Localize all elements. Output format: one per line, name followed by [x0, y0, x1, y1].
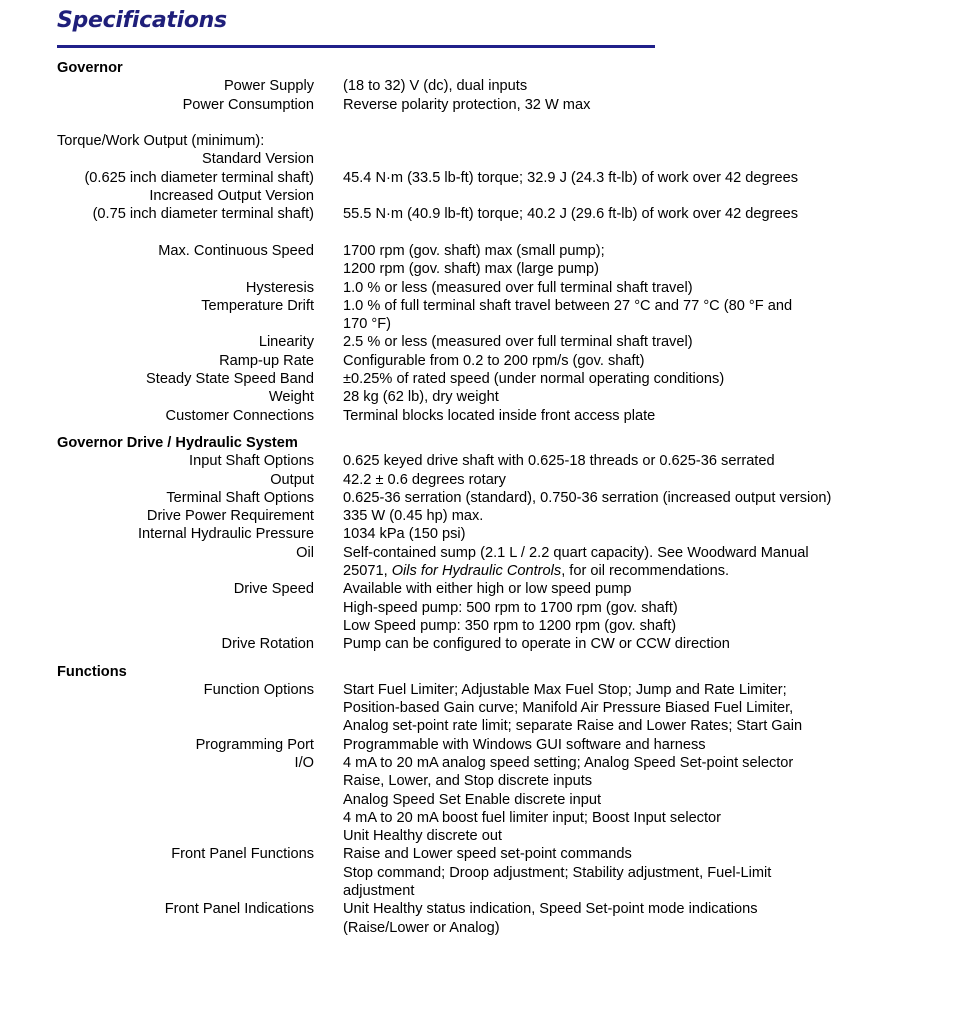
spec-label: Ramp-up Rate [219, 352, 314, 369]
spec-value-line [343, 562, 903, 580]
spec-row-ramp-up [57, 352, 937, 370]
spec-value-line: 170 °F) [343, 316, 392, 333]
spec-row-hysteresis [57, 279, 937, 297]
spec-value [343, 580, 883, 635]
spec-row-front-panel-indications [57, 900, 937, 937]
spec-label: Input Shaft Options [189, 453, 314, 470]
spec-value: 0.625-36 serration (standard), 0.750-36 serration (increased output version) [343, 489, 832, 506]
spec-value-line: 1200 rpm (gov. shaft) max (large pump) [343, 261, 600, 278]
title-underline [57, 45, 655, 48]
spec-label: Power Supply [223, 78, 314, 95]
spec-value: Pump can be configured to operate in CW or CCW direction [343, 636, 730, 653]
spec-label: Terminal Shaft Options [166, 489, 314, 506]
spec-label: Linearity [258, 334, 314, 351]
spec-value-line: 1.0 % of full terminal shaft travel between 27 °C and 77 °C (80 °F and [343, 297, 793, 314]
spec-value: 42.2 ± 0.6 degrees rotary [343, 471, 506, 488]
spec-value [343, 242, 883, 279]
spec-row-increased-version [57, 187, 937, 205]
spec-row-linearity [57, 333, 937, 351]
spec-row-max-speed [57, 242, 937, 279]
spec-value-line: Unit Healthy status indication, Speed Set-point mode indications [343, 901, 758, 918]
spec-label: Customer Connections [165, 407, 314, 424]
spec-row-terminal-shaft [57, 489, 937, 507]
spec-label: Temperature Drift [201, 297, 314, 314]
spec-value-line: Start Fuel Limiter; Adjustable Max Fuel Stop; Jump and Rate Limiter; [343, 681, 787, 698]
spec-sublabel: (0.625 inch diameter terminal shaft) [84, 169, 314, 186]
spec-value: 2.5 % or less (measured over full terminal shaft travel) [343, 334, 693, 351]
spec-value-line: Analog Speed Set Enable discrete input [343, 791, 602, 808]
spec-row-io [57, 754, 937, 845]
spec-row-front-panel-functions [57, 845, 937, 900]
section-heading-drive: Governor Drive / Hydraulic System [57, 434, 298, 451]
spec-value: 45.4 N·m (33.5 lb-ft) torque; 32.9 J (24.3 ft-lb) of work over 42 degrees [343, 169, 799, 186]
spec-value-line: Self-contained sump (2.1 L / 2.2 quart capacity). See Woodward Manual [343, 544, 809, 561]
spec-row-connections [57, 407, 937, 425]
spec-row-power-consumption [57, 96, 937, 114]
spec-value: Terminal blocks located inside front access plate [343, 407, 656, 424]
spec-row-hydraulic-pressure [57, 525, 937, 543]
spec-value: 55.5 N·m (40.9 lb-ft) torque; 40.2 J (29.6 ft-lb) of work over 42 degrees [343, 206, 799, 223]
spec-value [343, 900, 883, 937]
spec-content [57, 59, 937, 937]
spec-value [343, 544, 903, 581]
spec-value-text: 25071, [343, 563, 392, 580]
spec-label: Output [270, 471, 314, 488]
spec-label: Drive Speed [233, 581, 314, 598]
spec-row-power-supply [57, 77, 937, 95]
spec-value [343, 754, 903, 845]
spec-row-drive-speed [57, 580, 937, 635]
spec-value [343, 681, 903, 736]
spec-value-text: , for oil recommendations. [561, 563, 730, 580]
spec-label: Oil [296, 544, 314, 561]
spec-value: ±0.25% of rated speed (under normal operating conditions) [343, 371, 725, 388]
spec-row-weight [57, 388, 937, 406]
spec-value-line: Stop command; Droop adjustment; Stability adjustment, Fuel-Limit [343, 864, 772, 881]
spec-value-line: Low Speed pump: 350 rpm to 1200 rpm (gov. shaft) [343, 617, 677, 634]
spec-label: Power Consumption [182, 96, 314, 113]
spec-label: Drive Power Requirement [146, 508, 314, 525]
spec-row-oil [57, 544, 937, 581]
spec-value [343, 297, 883, 334]
spec-value-line: High-speed pump: 500 rpm to 1700 rpm (gov. shaft) [343, 599, 678, 616]
spec-value-line: 1700 rpm (gov. shaft) max (small pump); [343, 242, 605, 259]
manual-title: Oils for Hydraulic Controls [391, 563, 562, 580]
spec-value-line: Raise and Lower speed set-point commands [343, 846, 632, 863]
spec-row-speed-band [57, 370, 937, 388]
spec-label: Standard Version [202, 151, 314, 168]
spec-label: Function Options [203, 681, 314, 698]
page-title: Specifications [57, 8, 227, 33]
spec-value: 1.0 % or less (measured over full terminal shaft travel) [343, 279, 693, 296]
spec-value-line: Analog set-point rate limit; separate Raise and Lower Rates; Start Gain [343, 718, 803, 735]
spec-value-line: (Raise/Lower or Analog) [343, 919, 500, 936]
spec-row-output [57, 471, 937, 489]
torque-heading: Torque/Work Output (minimum): [57, 133, 265, 150]
spec-row-drive-rotation [57, 635, 937, 653]
spec-label: Hysteresis [245, 279, 314, 296]
spec-value [343, 845, 883, 900]
spec-value-line: Available with either high or low speed pump [343, 581, 632, 598]
spec-value-line: 4 mA to 20 mA boost fuel limiter input; Boost Input selector [343, 809, 722, 826]
spec-label: Internal Hydraulic Pressure [137, 526, 314, 543]
spec-value: 1034 kPa (150 psi) [343, 526, 466, 543]
spec-row-drive-power [57, 507, 937, 525]
spec-row-increased-version-detail [57, 205, 937, 223]
spec-row-input-shaft [57, 452, 937, 470]
spec-value: Programmable with Windows GUI software and harness [343, 736, 706, 753]
spec-value-line: adjustment [343, 883, 415, 900]
spec-sublabel: (0.75 inch diameter terminal shaft) [92, 206, 314, 223]
spec-label: Front Panel Functions [171, 846, 314, 863]
spec-label: Increased Output Version [149, 188, 314, 205]
spec-label: Drive Rotation [221, 636, 314, 653]
section-heading-functions: Functions [57, 663, 127, 680]
spec-value-line: Position-based Gain curve; Manifold Air Pressure Biased Fuel Limiter, [343, 700, 794, 717]
spec-row-standard-version-detail [57, 169, 937, 187]
spec-label: Max. Continuous Speed [158, 242, 314, 259]
spec-row-programming-port [57, 736, 937, 754]
spec-label: Weight [268, 389, 314, 406]
spec-value: Reverse polarity protection, 32 W max [343, 96, 591, 113]
spec-value: Configurable from 0.2 to 200 rpm/s (gov. shaft) [343, 352, 645, 369]
spec-value: 335 W (0.45 hp) max. [343, 508, 484, 525]
spec-value-line: Unit Healthy discrete out [343, 828, 502, 845]
spec-row-standard-version [57, 150, 937, 168]
spec-value: (18 to 32) V (dc), dual inputs [343, 78, 528, 95]
spec-label: Front Panel Indications [164, 901, 314, 918]
spec-label: I/O [294, 754, 314, 771]
spec-row-function-options [57, 681, 937, 736]
spec-row-temp-drift [57, 297, 937, 334]
spec-label: Programming Port [195, 736, 314, 753]
spec-value: 0.625 keyed drive shaft with 0.625-18 threads or 0.625-36 serrated [343, 453, 775, 470]
spec-value: 28 kg (62 lb), dry weight [343, 389, 499, 406]
spec-value-line: 4 mA to 20 mA analog speed setting; Analog Speed Set-point selector [343, 754, 794, 771]
spec-value-line: Raise, Lower, and Stop discrete inputs [343, 773, 593, 790]
section-heading-governor: Governor [57, 60, 123, 76]
spec-label: Steady State Speed Band [146, 371, 314, 388]
